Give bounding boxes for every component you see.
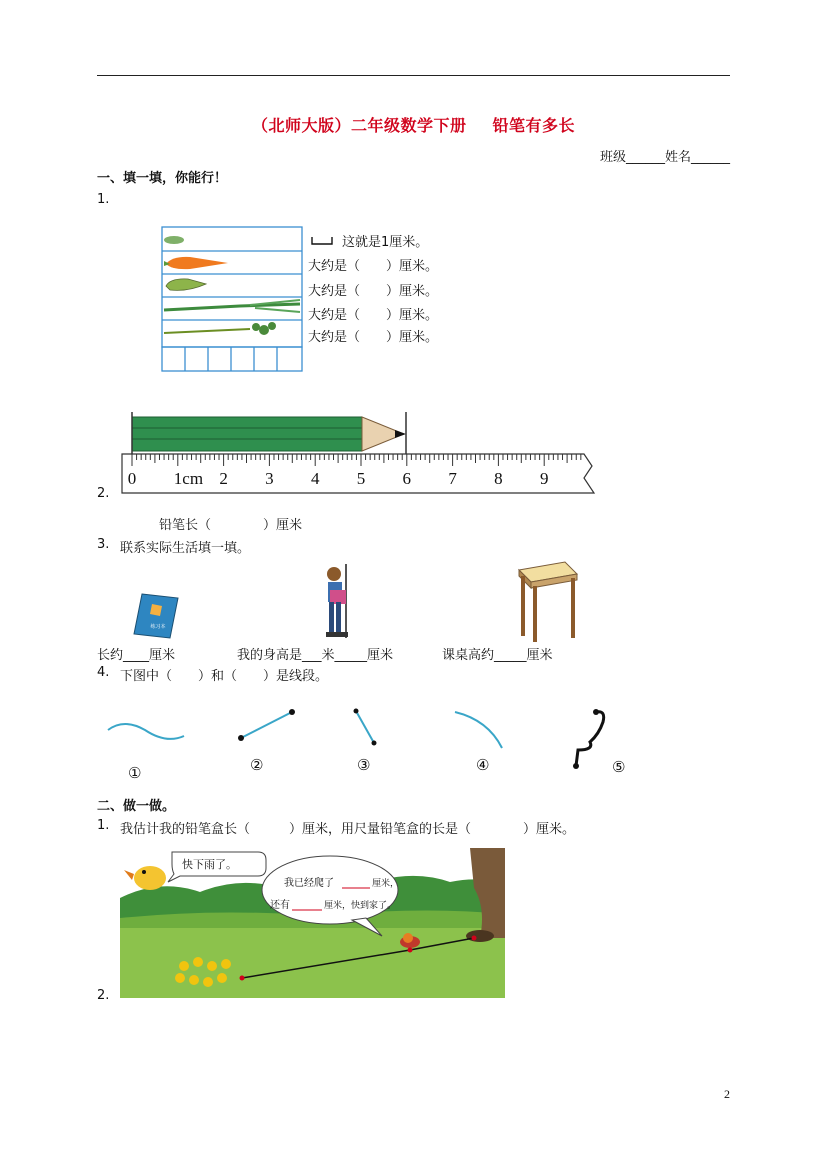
q1-line-1: 这就是1厘米。 (342, 235, 429, 250)
segment-3 (356, 711, 374, 743)
q4-text: 下图中（ ）和（ ）是线段。 (120, 669, 329, 684)
ruler-label: 3 (265, 469, 274, 488)
exercise-book-icon (132, 592, 182, 640)
curve-1 (108, 724, 184, 739)
bubble2-line1b: 厘米， (372, 878, 400, 888)
ruler-label: 2 (219, 469, 228, 488)
section2-heading: 二、做一做。 (97, 799, 176, 814)
q3-answer-height: 我的身高是___米_____厘米 (237, 648, 394, 663)
title-right: 铅笔有多长 (492, 116, 576, 135)
vegetable-grid (160, 226, 305, 374)
mark-5: ⑤ (612, 758, 626, 776)
q3-text: 联系实际生活填一填。 (120, 541, 251, 556)
celery-icon (164, 322, 276, 335)
pea-icon (164, 236, 184, 244)
q1-number: 1. (97, 192, 110, 207)
s2-q2-number: 2. (97, 988, 110, 1003)
one-cm-bracket-icon (310, 236, 334, 246)
ruler-label: 4 (310, 469, 320, 488)
q3-answer-desk: 课桌高约_____厘米 (442, 648, 553, 663)
q1-line-3: 大约是（ ）厘米。 (308, 284, 439, 299)
q4-number: 4. (97, 665, 110, 680)
ruler-label: 7 (448, 469, 457, 488)
q3-number: 3. (97, 537, 110, 552)
ruler-label: 0 (127, 469, 137, 488)
scallion-icon (164, 300, 300, 312)
class-name-line: 班级______姓名______ (599, 150, 730, 165)
header-rule (97, 75, 730, 76)
desk-icon (515, 560, 581, 644)
page-number: 2 (724, 1087, 730, 1101)
q1-line-5: 大约是（ ）厘米。 (308, 330, 439, 345)
child-measuring-icon (320, 562, 360, 642)
s2-q1-text: 我估计我的铅笔盒长（ ）厘米，用尺量铅笔盒的长是（ ）厘米。 (120, 822, 576, 837)
ruler-label: 5 (356, 469, 366, 488)
s2-q1-number: 1. (97, 818, 110, 833)
ruler-label: 9 (539, 469, 549, 488)
q1-line-4: 大约是（ ）厘米。 (308, 308, 439, 323)
ruler-label: 6 (402, 469, 412, 488)
mark-2: ② (250, 756, 264, 774)
ruler-label: 1cm (173, 469, 204, 488)
book-label: 练习本 (150, 625, 166, 630)
q3-answer-book: 长约____厘米 (97, 648, 176, 663)
carrot-icon (164, 257, 228, 269)
q2-answer: 铅笔长（ ）厘米 (159, 518, 303, 533)
bubble2-line1a: 我已经爬了 (284, 878, 334, 889)
snail-scene-illustration (120, 848, 505, 998)
mark-3: ③ (357, 756, 371, 774)
arc-4 (455, 712, 502, 748)
mark-4: ④ (476, 756, 490, 774)
q1-line-2: 大约是（ ）厘米。 (308, 259, 439, 274)
bubble1-text: 快下雨了。 (182, 859, 237, 871)
pepper-icon (166, 279, 206, 291)
q2-number: 2. (97, 486, 110, 501)
ruler-label: 8 (494, 469, 503, 488)
bubble2-line2b: 厘米，快到家了。 (324, 900, 397, 910)
title-left: （北师大版）二年级数学下册 (251, 116, 467, 135)
pencil-ruler-figure (118, 410, 608, 500)
section1-heading: 一、填一填，你能行！ (97, 171, 228, 186)
segment-2 (241, 712, 292, 738)
pencil-icon (132, 412, 406, 455)
page-title (0, 113, 827, 136)
wavy-line-5 (576, 712, 604, 766)
mark-1: ① (128, 764, 142, 782)
bubble2-line2a: 还有 (270, 900, 290, 911)
